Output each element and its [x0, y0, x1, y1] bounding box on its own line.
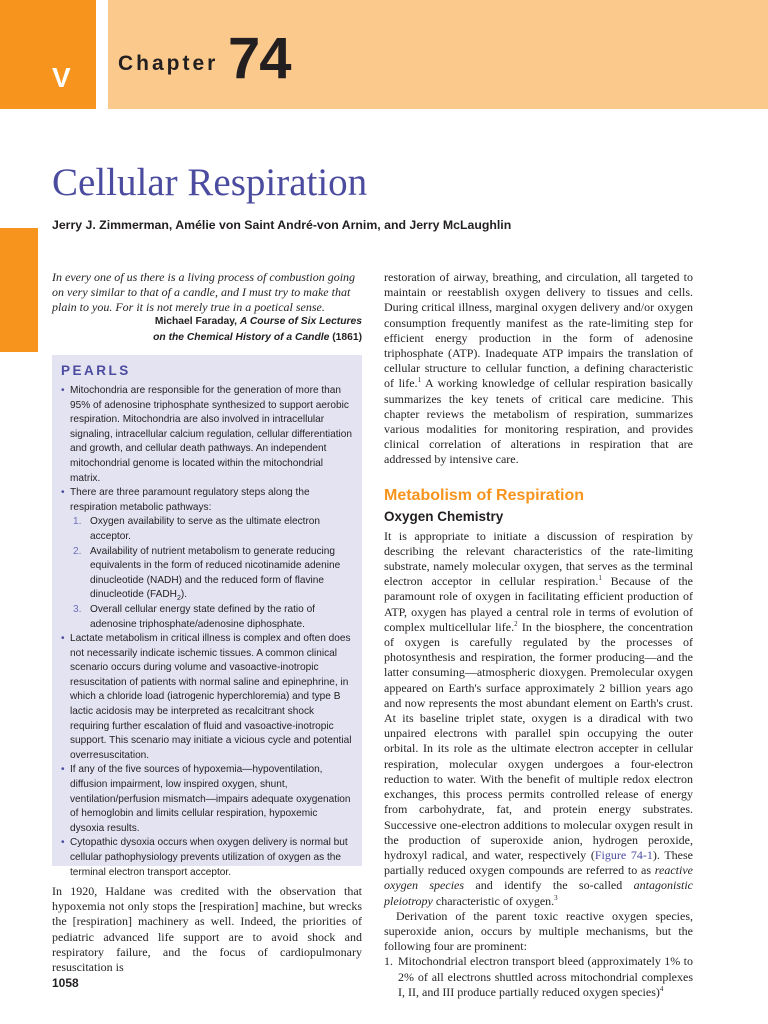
- pearl-subitem: 2. Availability of nutrient metabolism to generate reducing equivalents in the form of reduced nicotinamide adenine dinucleotide (NADH) and the reduced form of flavine dinucleotide $(FADH_2)$.: [73, 545, 341, 603]
- pearl-item: • If any of the five sources of hypoxemia—hypoventilation, diffusion impairment, low inspired oxygen, shunt, ventilation/perfusion mismatch—impairs adequate oxygenation of hemoglobin and limits cellular respiration, hypoxemic dysoxia results.: [61, 764, 351, 834]
- bullet-icon: •: [61, 764, 65, 776]
- chapter-title: Cellular Respiration: [52, 161, 368, 204]
- authors: Jerry J. Zimmerman, Amélie von Saint André-von Arnim, and Jerry McLaughlin: [52, 218, 512, 232]
- epigraph-quote: In every one of us there is a living process of combustion going on very similar to that of a candle, and I must try to make that plain to you. For it is not merely true in a poetical sense.: [52, 270, 356, 314]
- page-number: 1058: [52, 976, 79, 990]
- subsection-heading: Oxygen Chemistry: [384, 508, 504, 524]
- intro-paragraph: restoration of airway, breathing, and circulation, all targeted to maintain or reestablish oxygen delivery to tissues and cells. During critical illness, marginal oxygen delivery and/or oxygen consumption frequently manifest as the rate-limiting step for efficient energy production in the form of adenosine triphosphate (ATP). Inadequate ATP impairs the translation of cellular structure to cellular function, a defining characteristic of life.$^1$ A working knowledge of cellular respiration basically summarizes the key tenets of critical care medicine. This chapter reviews the metabolism of respiration, summarizes various modalities for monitoring respiration, and provides clinical correlation of alterations in respiration that are addressed by intensive care.: [384, 270, 693, 467]
- side-tab: [0, 228, 38, 352]
- pearls-box: [52, 355, 362, 878]
- chapter-word: Chapter: [118, 52, 219, 75]
- bullet-icon: •: [61, 837, 65, 849]
- body-paragraph-left: In 1920, Haldane was credited with the observation that hypoxemia not only stops the [respiration] machine, but wrecks the [respiration] machinery as well. Indeed, the priorities of pediatric advanced life support are to avoid shock and respiratory failure, and the focus of cardiopulmonary resuscitation is: [52, 884, 362, 975]
- figure-link[interactable]: Figure 74-1: [594, 847, 653, 862]
- pearl-item: • Lactate metabolism in critical illness is complex and often does not necessarily indicate ischemic tissues. A common clinical scenario occurs during volume and vasoactive-inotropic resuscitation of patients with normal saline and epinephrine, in which a chloride load (iatrogenic hyperchloremia) and type B lactic acidosis may be interpreted as recalcitrant shock requiring further escalation of fluid and vasoactive-inotropic support. This scenario may initiate a vicious cycle and potential overresuscitation.: [61, 633, 352, 761]
- bullet-icon: •: [61, 633, 65, 645]
- epigraph-work-line1: A Course of Six Lectures: [239, 316, 362, 327]
- bullet-icon: •: [61, 487, 65, 499]
- oxygen-paragraph: It is appropriate to initiate a discussion of respiration by describing the relevant characteristics of the rate-limiting substrate, namely molecular oxygen, that serves as the terminal electron acceptor in cellular respiration.$^1$ Because of the paramount role of oxygen in facilitating efficient production of ATP, oxygen has played a central role in terms of evolution of complex multicellular life.$^2$ In the biosphere, the concentration of oxygen is carefully regulated by the processes of photosynthesis and respiration, the former producing—and the latter consuming—atmospheric dioxygen. Premolecular oxygen appeared on Earth's surface approximately 2 billion years ago and now represents the most abundant element on Earth's crust. At its baseline triplet state, oxygen is a diradical with two unpaired electrons with parallel spin occupying the outer orbital. In its role as the ultimate electron accepter in cellular respiration, molecular oxygen undergoes a four-electron reduction to water. With the benefit of multiple redox electron exchanges, this process permits controlled release of energy from carbohydrate, fat, and protein energy substrates. Successive one-electron additions to molecular oxygen result in the production of superoxide anion, hydrogen peroxide, hydroxyl radical, and water, respectively (Figure 74-1). These partially reduced oxygen compounds are referred to as reactive oxygen species and identify the so-called antagonistic pleiotropy characteristic of oxygen.$^3$: [384, 528, 694, 908]
- chapter-number: 74: [228, 26, 291, 91]
- epigraph-author: Michael Faraday,: [154, 316, 238, 327]
- epigraph-year: (1861): [332, 332, 362, 343]
- pearls-title: PEARLS: [61, 363, 131, 378]
- bullet-icon: •: [61, 385, 65, 396]
- pearl-subitem: 1. Oxygen availability to serve as the ultimate electron acceptor.: [73, 516, 321, 542]
- pearl-item: • There are three paramount regulatory steps along the respiration metabolic pathways: 1. Oxygen availability to serve as the ultimate electron acceptor. 2. Availability of nutrient metabolism to generate reducing equivalents in the form of reduced nicotinamide adenine dinucleotide (NADH) and the reduced form of flavine dinucleotide $(FADH_2)$. 3. Overall cellular energy state defined by the ratio of adenosine triphosphate/adenosine diphosphate.: [61, 486, 354, 632]
- pearl-subitem: 3. Overall cellular energy state defined by the ratio of adenosine triphosphate/adenosine diphosphate.: [73, 603, 315, 630]
- pearl-item: • Mitochondria are responsible for the generation of more than 95% of adenosine triphosphate synthesized to support aerobic respiration. Mitochondria are also involved in intracellular signaling, intracellular calcium regulation, cellular differentiation and growth, and cellular death pathways. An independent mitochondrial genome is located within the mitochondrial matrix.: [61, 385, 353, 484]
- derivation-paragraph: Derivation of the parent toxic reactive oxygen species, superoxide anion, occurs by multiple mechanisms, but the following four are prominent:: [384, 908, 693, 954]
- section-heading: Metabolism of Respiration: [384, 486, 585, 504]
- pearl-item: • Cytopathic dysoxia occurs when oxygen delivery is normal but cellular pathophysiology prevents utilization of oxygen as the terminal electron transport acceptor.: [61, 837, 348, 878]
- part-number: V: [52, 62, 71, 93]
- right-column: [384, 270, 693, 1000]
- epigraph-attribution: [52, 314, 362, 346]
- part-tab: [0, 0, 96, 109]
- epigraph-work-line2: on the Chemical History of a Candle: [153, 332, 330, 343]
- list-item: 1. Mitochondrial electron transport bleed (approximately 1% to 2% of all electrons shuttled across mitochondrial complexes I, II, and III produce partially reduced oxygen species)$^4$: [384, 954, 693, 999]
